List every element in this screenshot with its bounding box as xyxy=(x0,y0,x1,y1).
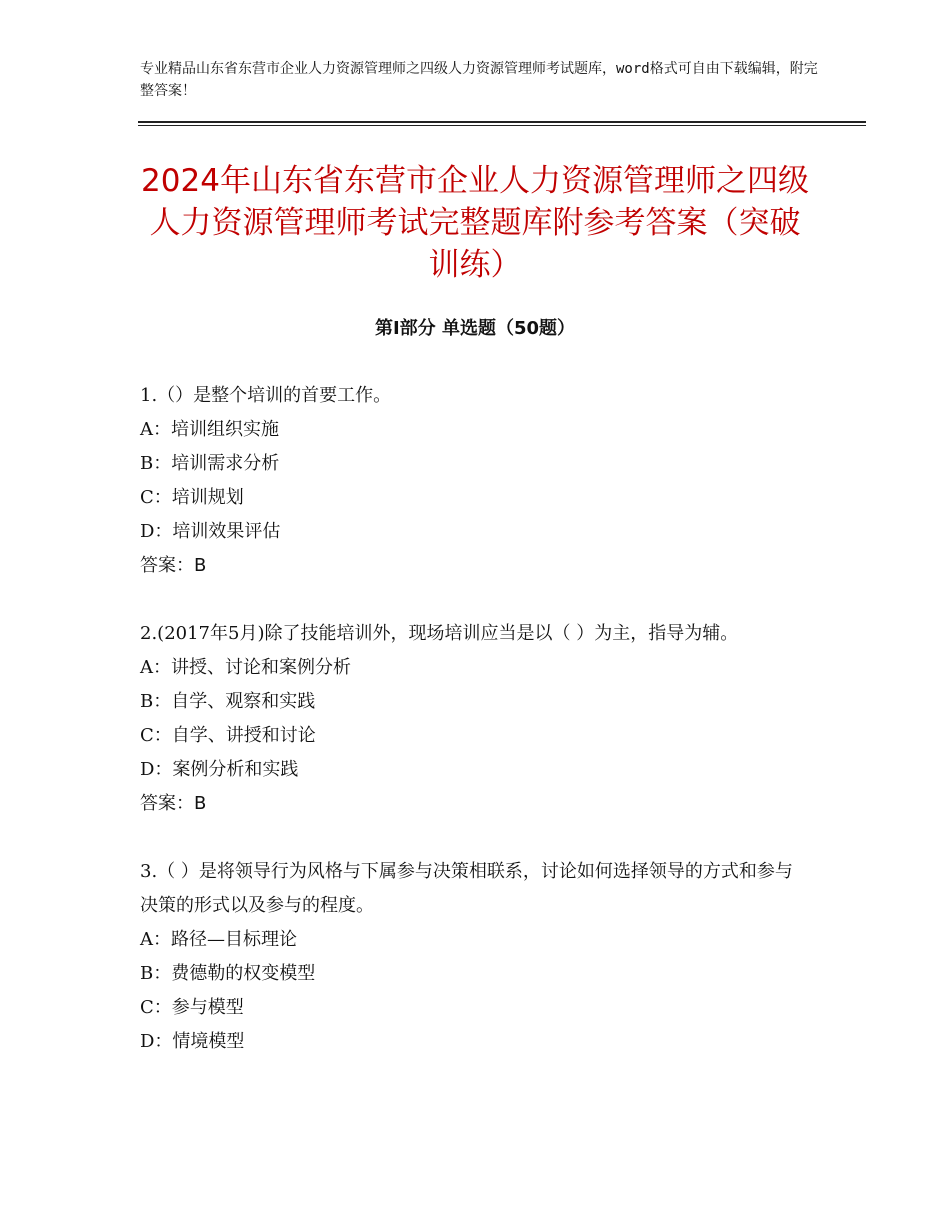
header-divider-thin xyxy=(138,125,866,126)
option-a: A：培训组织实施 xyxy=(140,419,279,440)
section-heading: 第Ⅰ部分 单选题（50题） xyxy=(374,318,575,339)
header-divider xyxy=(138,121,866,123)
question-stem: 3.（ ）是将领导行为风格与下属参与决策相联系，讨论如何选择领导的方式和参与决策的形式以及参与的程度。 xyxy=(140,861,793,916)
question-stem: 1.（）是整个培训的首要工作。 xyxy=(140,385,392,406)
option-c: C：自学、讲授和讨论 xyxy=(140,725,316,746)
question-item xyxy=(140,855,810,1059)
question-stem: 2.(2017年5月)除了技能培训外，现场培训应当是以（ ）为主，指导为辅。 xyxy=(140,623,739,644)
question-list xyxy=(140,379,810,1093)
option-c: C：培训规划 xyxy=(140,487,244,508)
option-b: B：自学、观察和实践 xyxy=(140,691,316,712)
answer-line: 答案：B xyxy=(140,555,207,576)
header-note: 专业精品山东省东营市企业人力资源管理师之四级人力资源管理师考试题库，word格式可自由下载编辑，附完整答案！ xyxy=(140,61,818,99)
option-d: D：情境模型 xyxy=(140,1031,245,1052)
option-c: C：参与模型 xyxy=(140,997,244,1018)
option-d: D：案例分析和实践 xyxy=(140,759,299,780)
option-b: B：费德勒的权变模型 xyxy=(140,963,316,984)
question-item xyxy=(140,379,810,583)
document-title: 2024年山东省东营市企业人力资源管理师之四级人力资源管理师考试完整题库附参考答案（突破训练） xyxy=(141,163,809,283)
answer-line: 答案：B xyxy=(140,793,207,814)
option-d: D：培训效果评估 xyxy=(140,521,281,542)
option-a: A：路径—目标理论 xyxy=(140,929,297,950)
option-a: A：讲授、讨论和案例分析 xyxy=(140,657,351,678)
question-item xyxy=(140,617,810,821)
option-b: B：培训需求分析 xyxy=(140,453,280,474)
